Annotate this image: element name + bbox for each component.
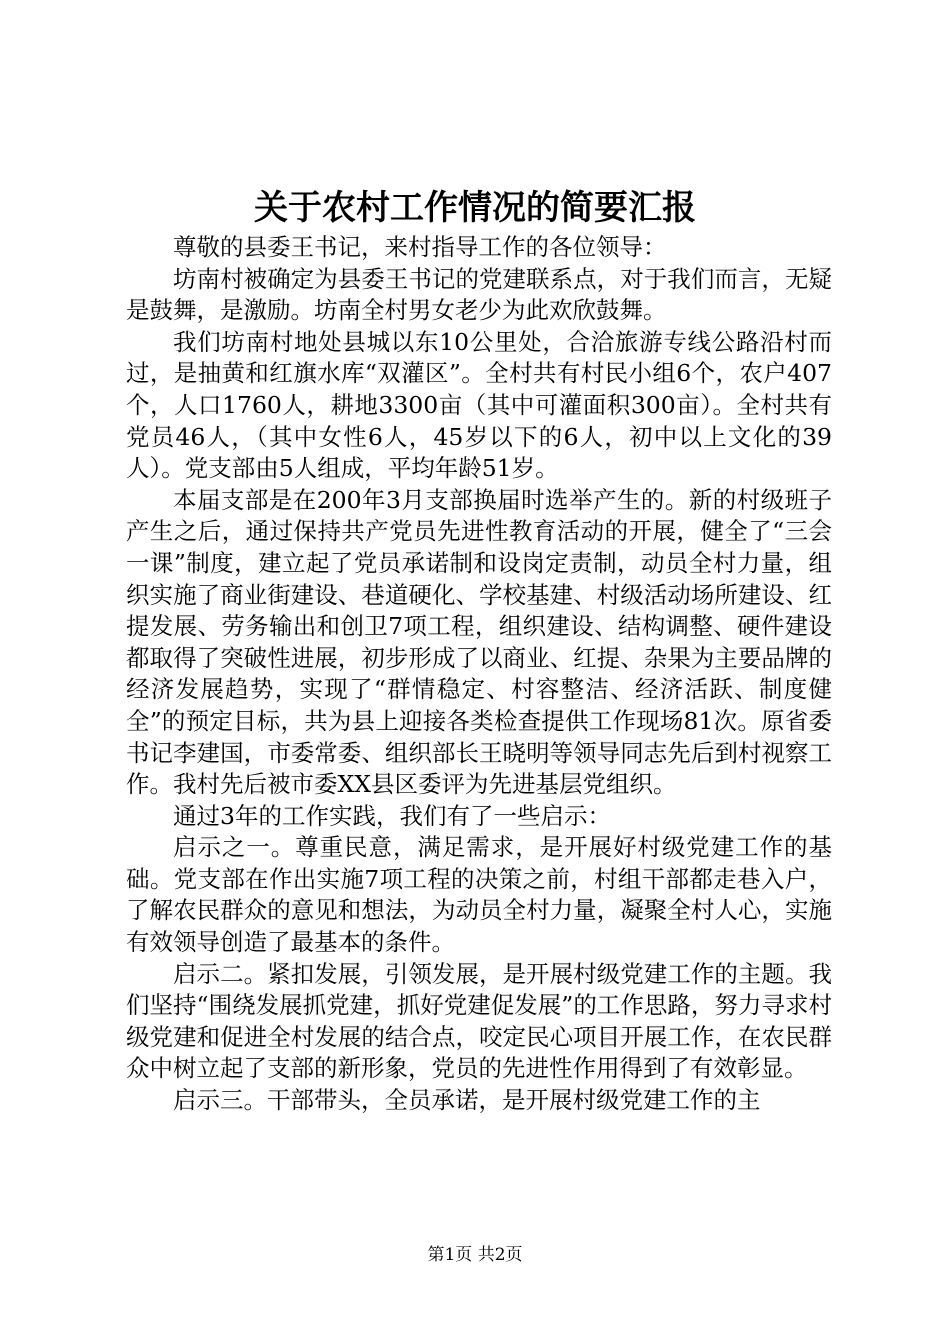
body-paragraph: 坊南村被确定为县委王书记的党建联系点，对于我们而言，无疑是鼓舞，是激励。坊南全村男女老少为此欢欣鼓舞。 — [126, 264, 832, 325]
document-title: 关于农村工作情况的简要汇报 — [254, 188, 696, 228]
document-body — [126, 232, 832, 1117]
body-paragraph: 通过3年的工作实践，我们有了一些启示： — [173, 801, 611, 830]
body-paragraph: 启示三。干部带头，全员承诺，是开展村级党建工作的主 — [173, 1086, 761, 1115]
body-paragraph: 本届支部是在200年3月支部换届时选举产生的。新的村级班子产生之后，通过保持共产党员先进性教育活动的开展，健全了“三会一课”制度，建立起了党员承诺制和设岗定责制，动员全村力量，组织实施了商业街建设、巷道硬化、学校基建、村级活动场所建设、红提发展、劳务输出和创卫7项工程，组织建设、结构调整、硬件建设都取得了突破性进展，初步形成了以商业、红提、杂果为主要品牌的经济发展趋势，实现了“群情稳定、村容整洁、经济活跃、制度健全”的预定目标，共为县上迎接各类检查提供工作现场81次。原省委书记李建国，市委常委、组织部长王晓明等领导同志先后到村视察工作。我村先后被市委XX县区委评为先进基层党组织。 — [126, 485, 832, 799]
body-paragraph: 启示二。紧扣发展，引领发展，是开展村级党建工作的主题。我们坚持“围绕发展抓党建，抓好党建促发展”的工作思路，努力寻求村级党建和促进全村发展的结合点，咬定民心项目开展工作，在农民群众中树立起了支部的新形象，党员的先进性作用得到了有效彰显。 — [126, 959, 832, 1083]
body-paragraph: 启示之一。尊重民意，满足需求，是开展好村级党建工作的基础。党支部在作出实施7项工程的决策之前，村组干部都走巷入户，了解农民群众的意见和想法，为动员全村力量，凝聚全村人心，实施有效领导创造了最基本的条件。 — [126, 833, 832, 957]
salutation-paragraph: 尊敬的县委王书记，来村指导工作的各位领导： — [173, 233, 667, 261]
body-paragraph: 我们坊南村地处县城以东10公里处，合洽旅游专线公路沿村而过，是抽黄和红旗水库“双灌区”。全村共有村民小组6个，农户407个，人口1760人，耕地3300亩（其中可灌面积300亩）。全村共有党员46人，（其中女性6人，45岁以下的6人，初中以上文化的39人）。党支部由5人组成，平均年龄51岁。 — [126, 327, 832, 483]
page-number-footer: 第1页 共2页 — [427, 1245, 523, 1265]
